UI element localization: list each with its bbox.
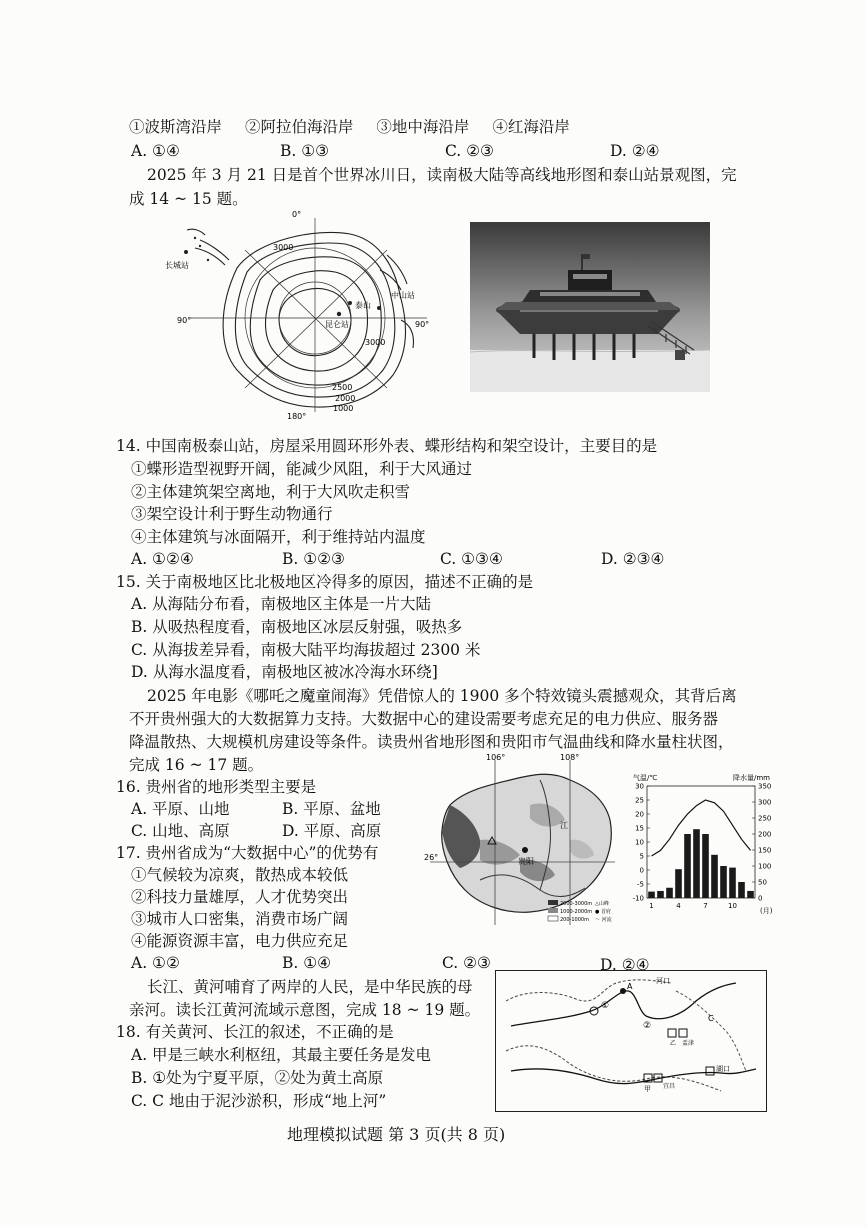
chart-right-title: 降水量/mm bbox=[733, 774, 770, 782]
river-label-a: A bbox=[627, 982, 633, 991]
q14-stem: 14. 中国南极泰山站，房屋采用圆环形外表、蝶形结构和架空设计，主要目的是 bbox=[116, 437, 658, 455]
chart-right-tick-label: 250 bbox=[758, 814, 772, 823]
map-label-kunlun: 昆仑站 bbox=[325, 320, 349, 329]
map-label-zhongshan: 中山站 bbox=[391, 291, 415, 300]
map-label-3000a: 3000 bbox=[273, 243, 294, 252]
chart-left-tick-label: 15 bbox=[635, 824, 644, 833]
prev-choice-b: B. ①③ bbox=[280, 142, 330, 160]
chart-x-unit: (月) bbox=[760, 907, 773, 915]
q18-option-c: C. C 地由于泥沙淤积，形成“地上河” bbox=[131, 1092, 387, 1110]
precip-bar bbox=[711, 855, 718, 898]
chart-left-tick-label: 20 bbox=[635, 810, 644, 819]
chart-right-tick-label: 300 bbox=[758, 798, 772, 807]
precip-bar bbox=[684, 834, 691, 898]
chart-x-tick-label: 4 bbox=[676, 902, 681, 910]
guizhou-legend-4: △山峰 bbox=[595, 901, 609, 907]
guiyang-climate-chart bbox=[625, 770, 785, 920]
river-basin-map bbox=[495, 970, 767, 1112]
q14-choice-a: A. ①②④ bbox=[131, 550, 194, 568]
chart-left-tick-label: 25 bbox=[635, 796, 644, 805]
map-label-changcheng: 长城站 bbox=[165, 261, 189, 270]
q16-choice-b: B. 平原、盆地 bbox=[282, 800, 381, 818]
q18-option-a: A. 甲是三峡水利枢纽，其最主要任务是发电 bbox=[131, 1046, 432, 1064]
precip-bar bbox=[666, 888, 673, 898]
river-label-yi: 乙 bbox=[670, 1040, 677, 1047]
chart-right-tick-label: 200 bbox=[758, 830, 772, 839]
intro-16-17-line1: 2025 年电影《哪吒之魔童闹海》凭借惊人的 1900 多个特效镜头震撼观众，其背后离 bbox=[147, 687, 737, 705]
precip-bar bbox=[648, 892, 655, 898]
q17-choice-a: A. ①② bbox=[131, 954, 180, 972]
q17-stem: 17. 贵州省成为“大数据中心”的优势有 bbox=[116, 844, 379, 862]
q14-item-1: ①蝶形造型视野开阔，能减少风阻，利于大风通过 bbox=[131, 460, 473, 478]
q17-choice-b: B. ①④ bbox=[282, 954, 332, 972]
q18-option-b: B. ①处为宁夏平原，②处为黄土高原 bbox=[131, 1069, 384, 1087]
guizhou-label-26: 26° bbox=[424, 853, 439, 862]
q17-item-3: ③城市人口密集，消费市场广阔 bbox=[131, 910, 349, 928]
q17-choice-d: D. ②④ bbox=[600, 956, 650, 974]
q16-choice-d: D. 平原、高原 bbox=[282, 822, 382, 840]
precip-bar bbox=[729, 868, 736, 898]
chart-left-title: 气温/℃ bbox=[633, 774, 658, 782]
guizhou-terrain-map bbox=[420, 750, 620, 935]
q14-item-4: ④主体建筑与冰面隔开，利于维持站内温度 bbox=[131, 528, 426, 546]
chart-right-tick-label: 0 bbox=[758, 894, 763, 903]
guizhou-legend-3: 200-1000m bbox=[560, 917, 589, 923]
river-label-yichang: 宜昌 bbox=[663, 1083, 676, 1090]
precip-bar bbox=[693, 829, 700, 898]
q14-choice-d: D. ②③④ bbox=[601, 550, 665, 568]
prev-options-line bbox=[129, 117, 570, 137]
river-label-1: ① bbox=[601, 1001, 610, 1011]
map-label-2500: 2500 bbox=[332, 383, 353, 392]
chart-right-tick-label: 50 bbox=[758, 878, 767, 887]
guizhou-legend-6: 〜 河流 bbox=[595, 917, 612, 923]
guizhou-label-106: 106° bbox=[486, 753, 506, 762]
map-label-90e: 90° bbox=[415, 320, 430, 329]
map-label-taishan: 泰山 bbox=[355, 301, 371, 310]
q18-stem: 18. 有关黄河、长江的叙述，不正确的是 bbox=[116, 1023, 394, 1041]
antarctica-contour-map bbox=[165, 210, 445, 420]
river-label-c: C bbox=[708, 1014, 714, 1023]
taishan-station-photo bbox=[470, 222, 710, 392]
guizhou-legend-1: 2000-3000m bbox=[560, 901, 593, 907]
prev-choice-d: D. ②④ bbox=[610, 142, 660, 160]
option-4: ④红海沿岸 bbox=[492, 118, 570, 136]
precip-bar bbox=[720, 866, 727, 898]
map-label-0deg: 0° bbox=[292, 210, 302, 219]
intro-16-17-line3: 降温散热、大规模机房建设等条件。读贵州省地形图和贵阳市气温曲线和降水量柱状图， bbox=[129, 733, 734, 751]
intro-14-15-line2: 成 14 ~ 15 题。 bbox=[129, 190, 248, 208]
q14-item-2: ②主体建筑架空离地，利于大风吹走积雪 bbox=[131, 483, 411, 501]
river-label-mengjin: 盂津 bbox=[682, 1040, 695, 1047]
chart-left-tick-label: -5 bbox=[637, 880, 644, 889]
map-label-2000: 2000 bbox=[335, 394, 356, 403]
map-label-3000b: 3000 bbox=[365, 338, 386, 347]
precip-bar bbox=[747, 891, 754, 898]
precip-bar bbox=[675, 869, 682, 898]
guizhou-label-guiyang: 贵阳 bbox=[518, 857, 534, 866]
precip-bar bbox=[702, 834, 709, 898]
guizhou-label-108: 108° bbox=[560, 753, 580, 762]
map-label-90w: 90° bbox=[177, 316, 192, 325]
guizhou-legend-5: ● 首府 bbox=[595, 909, 611, 915]
guizhou-legend-2: 1000-2000m bbox=[560, 909, 593, 915]
chart-x-tick-label: 7 bbox=[703, 902, 708, 910]
intro-16-17-line2: 不开贵州强大的大数据算力支持。大数据中心的建设需要考虑充足的电力供应、服务器 bbox=[129, 710, 719, 728]
river-label-hekou: 河口 bbox=[656, 977, 670, 985]
prev-choice-a: A. ①④ bbox=[131, 142, 180, 160]
q14-item-3: ③架空设计利于野生动物通行 bbox=[131, 505, 333, 523]
chart-right-tick-label: 100 bbox=[758, 862, 772, 871]
prev-choice-c: C. ②③ bbox=[445, 142, 494, 160]
q17-item-4: ④能源资源丰富，电力供应充足 bbox=[131, 932, 349, 950]
q16-stem: 16. 贵州省的地形类型主要是 bbox=[116, 778, 317, 796]
chart-left-tick-label: 30 bbox=[635, 782, 644, 791]
q17-item-2: ②科技力量雄厚，人才优势突出 bbox=[131, 888, 349, 906]
option-2: ②阿拉伯海沿岸 bbox=[244, 118, 354, 136]
q15-option-d: D. 从海水温度看，南极地区被冰冷海水环绕] bbox=[131, 663, 438, 681]
river-label-hukou: 湖口 bbox=[716, 1065, 730, 1073]
q15-stem: 15. 关于南极地区比北极地区冷得多的原因，描述不正确的是 bbox=[116, 573, 534, 591]
option-3: ③地中海沿岸 bbox=[376, 118, 470, 136]
chart-right-tick-label: 350 bbox=[758, 782, 772, 791]
intro-16-17-line4: 完成 16 ~ 17 题。 bbox=[129, 756, 264, 774]
option-1: ①波斯湾沿岸 bbox=[129, 118, 223, 136]
chart-right-tick-label: 150 bbox=[758, 846, 772, 855]
precip-bar bbox=[657, 891, 664, 898]
chart-left-tick-label: -10 bbox=[632, 894, 644, 903]
intro-18-19-line1: 长江、黄河哺育了两岸的人民，是中华民族的母 bbox=[147, 978, 473, 996]
page-footer: 地理模拟试题 第 3 页(共 8 页) bbox=[287, 1125, 506, 1144]
q15-option-c: C. 从海拔差异看，南极大陆平均海拔超过 2300 米 bbox=[131, 641, 481, 659]
q16-choice-c: C. 山地、高原 bbox=[131, 822, 230, 840]
q16-choice-a: A. 平原、山地 bbox=[131, 800, 230, 818]
q17-choice-c: C. ②③ bbox=[442, 954, 491, 972]
chart-x-tick-label: 10 bbox=[728, 902, 737, 910]
chart-left-tick-label: 0 bbox=[639, 866, 644, 875]
river-label-2: ② bbox=[643, 1021, 652, 1031]
q14-choice-c: C. ①③④ bbox=[440, 550, 503, 568]
chart-left-tick-label: 5 bbox=[639, 852, 644, 861]
guizhou-label-jiang: 江 bbox=[560, 821, 568, 830]
map-label-180deg: 180° bbox=[287, 412, 307, 420]
q17-item-1: ①气候较为凉爽，散热成本较低 bbox=[131, 866, 349, 884]
q15-option-a: A. 从海陆分布看，南极地区主体是一片大陆 bbox=[131, 595, 432, 613]
chart-x-tick-label: 1 bbox=[649, 902, 654, 910]
chart-left-tick-label: 10 bbox=[635, 838, 644, 847]
intro-14-15-line1: 2025 年 3 月 21 日是首个世界冰川日，读南极大陆等高线地形图和泰山站景观图，完 bbox=[147, 166, 737, 184]
intro-18-19-line2: 亲河。读长江黄河流域示意图，完成 18 ~ 19 题。 bbox=[129, 1001, 481, 1019]
temperature-line bbox=[652, 800, 751, 856]
river-label-jia: 甲 bbox=[644, 1085, 651, 1093]
q14-choice-b: B. ①②③ bbox=[282, 550, 345, 568]
precip-bar bbox=[738, 882, 745, 898]
map-label-1000: 1000 bbox=[333, 404, 354, 413]
q15-option-b: B. 从吸热程度看，南极地区冰层反射强，吸热多 bbox=[131, 618, 463, 636]
